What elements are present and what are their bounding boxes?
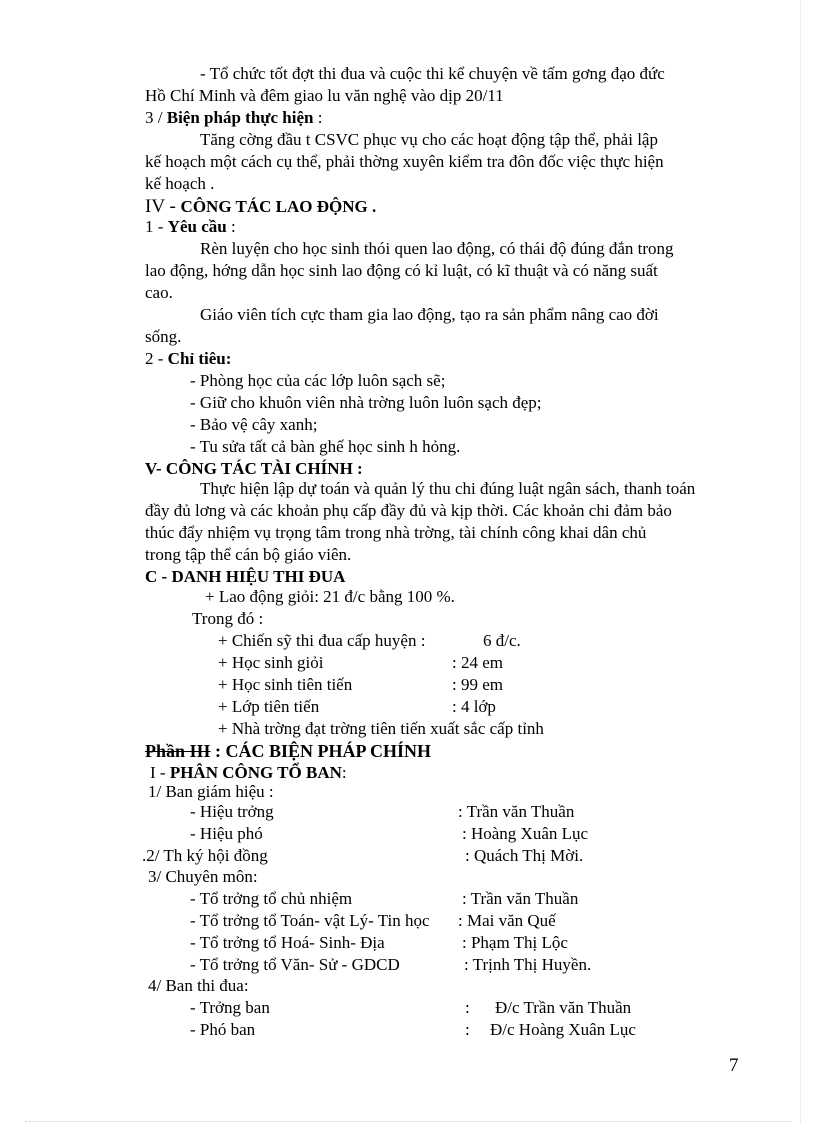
role-value: : Mai văn Quế: [458, 911, 556, 930]
role-label: - Hiệu trởng: [190, 802, 274, 821]
list-item-label: + Học sinh tiên tiến: [218, 675, 353, 694]
role-value: Đ/c Hoàng Xuân Lục: [490, 1020, 636, 1039]
text-line: Hồ Chí Minh và đêm giao lu văn nghệ vào dịp 20/11: [145, 86, 504, 105]
page-number: 7: [729, 1055, 739, 1076]
heading-text: CÔNG TÁC LAO ĐỘNG .: [180, 197, 377, 216]
heading-number: IV -: [145, 196, 181, 217]
part-heading: [145, 740, 431, 762]
heading-number: 1 -: [145, 217, 168, 236]
role-value: : Trần văn Thuần: [458, 802, 575, 821]
role-label: - Tổ trởng tổ Toán- vật Lý- Tin học: [190, 911, 430, 930]
list-item-value: : 99 em: [452, 675, 503, 694]
role-label: - Tổ trởng tổ Văn- Sử - GDCD: [190, 955, 400, 974]
list-item: - Giữ cho khuôn viên nhà trờng luôn luôn sạch đẹp;: [190, 393, 542, 412]
list-item: - Tu sửa tất cả bàn ghế học sinh h hỏng.: [190, 437, 461, 456]
heading-tail: :: [226, 217, 236, 236]
heading-text: Biện pháp thực hiện: [166, 108, 314, 127]
list-item-value: : 4 lớp: [452, 697, 496, 716]
text-line: Giáo viên tích cực tham gia lao động, tạo ra sản phẩm nâng cao đời: [200, 305, 659, 324]
role-value: : Hoàng Xuân Lục: [462, 824, 589, 843]
heading-text: Yêu cầu: [167, 217, 227, 236]
role-label: - Tổ trởng tổ Hoá- Sinh- Địa: [190, 933, 385, 952]
role-value: : Trịnh Thị Huyền.: [464, 955, 592, 974]
text-line: Trong đó :: [192, 609, 264, 628]
text-line: cao.: [145, 283, 173, 302]
text-line: + Lao động giỏi: 21 đ/c bằng 100 %.: [205, 587, 455, 606]
heading-tail: :: [313, 108, 323, 127]
role-separator: :: [465, 998, 470, 1017]
text-line: thúc đẩy nhiệm vụ trọng tâm trong nhà trờng, tài chính công khai dân chủ: [145, 523, 647, 542]
list-item-label: + Chiến sỹ thi đua cấp huyện :: [218, 631, 426, 650]
part-label: Phần III: [145, 741, 211, 761]
text-line: đầy đủ lơng và các khoản phụ cấp đầy đủ và kịp thời. Các khoản chi đảm bảo: [145, 501, 672, 520]
part-title: : CÁC BIỆN PHÁP CHÍNH: [210, 741, 432, 761]
heading-tail: :: [341, 763, 347, 782]
role-label: - Trởng ban: [190, 998, 270, 1017]
section-heading: [145, 348, 231, 370]
heading-text: PHÂN CÔNG TỔ BAN: [169, 763, 342, 782]
text-line: Tăng cờng đầu t CSVC phục vụ cho các hoạt động tập thể, phải lập: [200, 130, 658, 149]
list-item-label: + Lớp tiên tiến: [218, 697, 320, 716]
role-value: : Quách Thị Mời.: [465, 846, 584, 865]
text-line: 1/ Ban giám hiệu :: [148, 782, 274, 801]
list-item-value: 6 đ/c.: [483, 631, 521, 650]
text-line: - Tổ chức tốt đợt thi đua và cuộc thi kể chuyện về tấm gơng đạo đức: [200, 64, 665, 83]
heading-text: Chỉ tiêu:: [167, 349, 232, 368]
text-line: kế hoạch một cách cụ thể, phải thờng xuyên kiểm tra đôn đốc việc thực hiện: [145, 152, 664, 171]
role-value: : Phạm Thị Lộc: [462, 933, 568, 952]
section-heading: C - DANH HIỆU THI ĐUA: [145, 567, 346, 586]
section-heading: V- CÔNG TÁC TÀI CHÍNH :: [145, 459, 363, 478]
role-label: - Phó ban: [190, 1020, 256, 1039]
text-line: trong tập thể cán bộ giáo viên.: [145, 545, 352, 564]
section-heading: [145, 216, 236, 238]
section-heading: [145, 107, 322, 129]
text-line: 3/ Chuyên môn:: [148, 867, 258, 886]
list-item-value: : 24 em: [452, 653, 503, 672]
list-item: - Phòng học của các lớp luôn sạch sẽ;: [190, 371, 446, 390]
text-line: lao động, hớng dẫn học sinh lao động có kỉ luật, có kĩ thuật và có năng suất: [145, 261, 658, 280]
role-label: - Tổ trởng tổ chủ nhiệm: [190, 889, 353, 908]
list-item: + Nhà trờng đạt trờng tiên tiến xuất sắc cấp tỉnh: [218, 719, 544, 738]
list-item: - Bảo vệ cây xanh;: [190, 415, 318, 434]
role-value: Đ/c Trần văn Thuần: [495, 998, 632, 1017]
text-line: 4/ Ban thi đua:: [148, 976, 249, 995]
text-line: sống.: [145, 327, 182, 346]
role-separator: :: [465, 1020, 470, 1039]
role-label: .2/ Th ký hội đồng: [142, 846, 268, 865]
heading-number: 2 -: [145, 349, 168, 368]
text-line: Rèn luyện cho học sinh thói quen lao động, có thái độ đúng đắn trong: [200, 239, 674, 258]
role-label: - Hiệu phó: [190, 824, 263, 843]
text-line: Thực hiện lập dự toán và quản lý thu chi đúng luật ngân sách, thanh toán: [200, 479, 696, 498]
page-border-right: [800, 0, 801, 1123]
page-border-bottom: [25, 1121, 791, 1122]
text-line: kế hoạch .: [145, 174, 215, 193]
section-heading: [145, 196, 376, 218]
heading-number: I -: [150, 763, 170, 782]
role-value: : Trần văn Thuần: [462, 889, 579, 908]
heading-number: 3 /: [145, 108, 167, 127]
list-item-label: + Học sinh giỏi: [218, 653, 324, 672]
